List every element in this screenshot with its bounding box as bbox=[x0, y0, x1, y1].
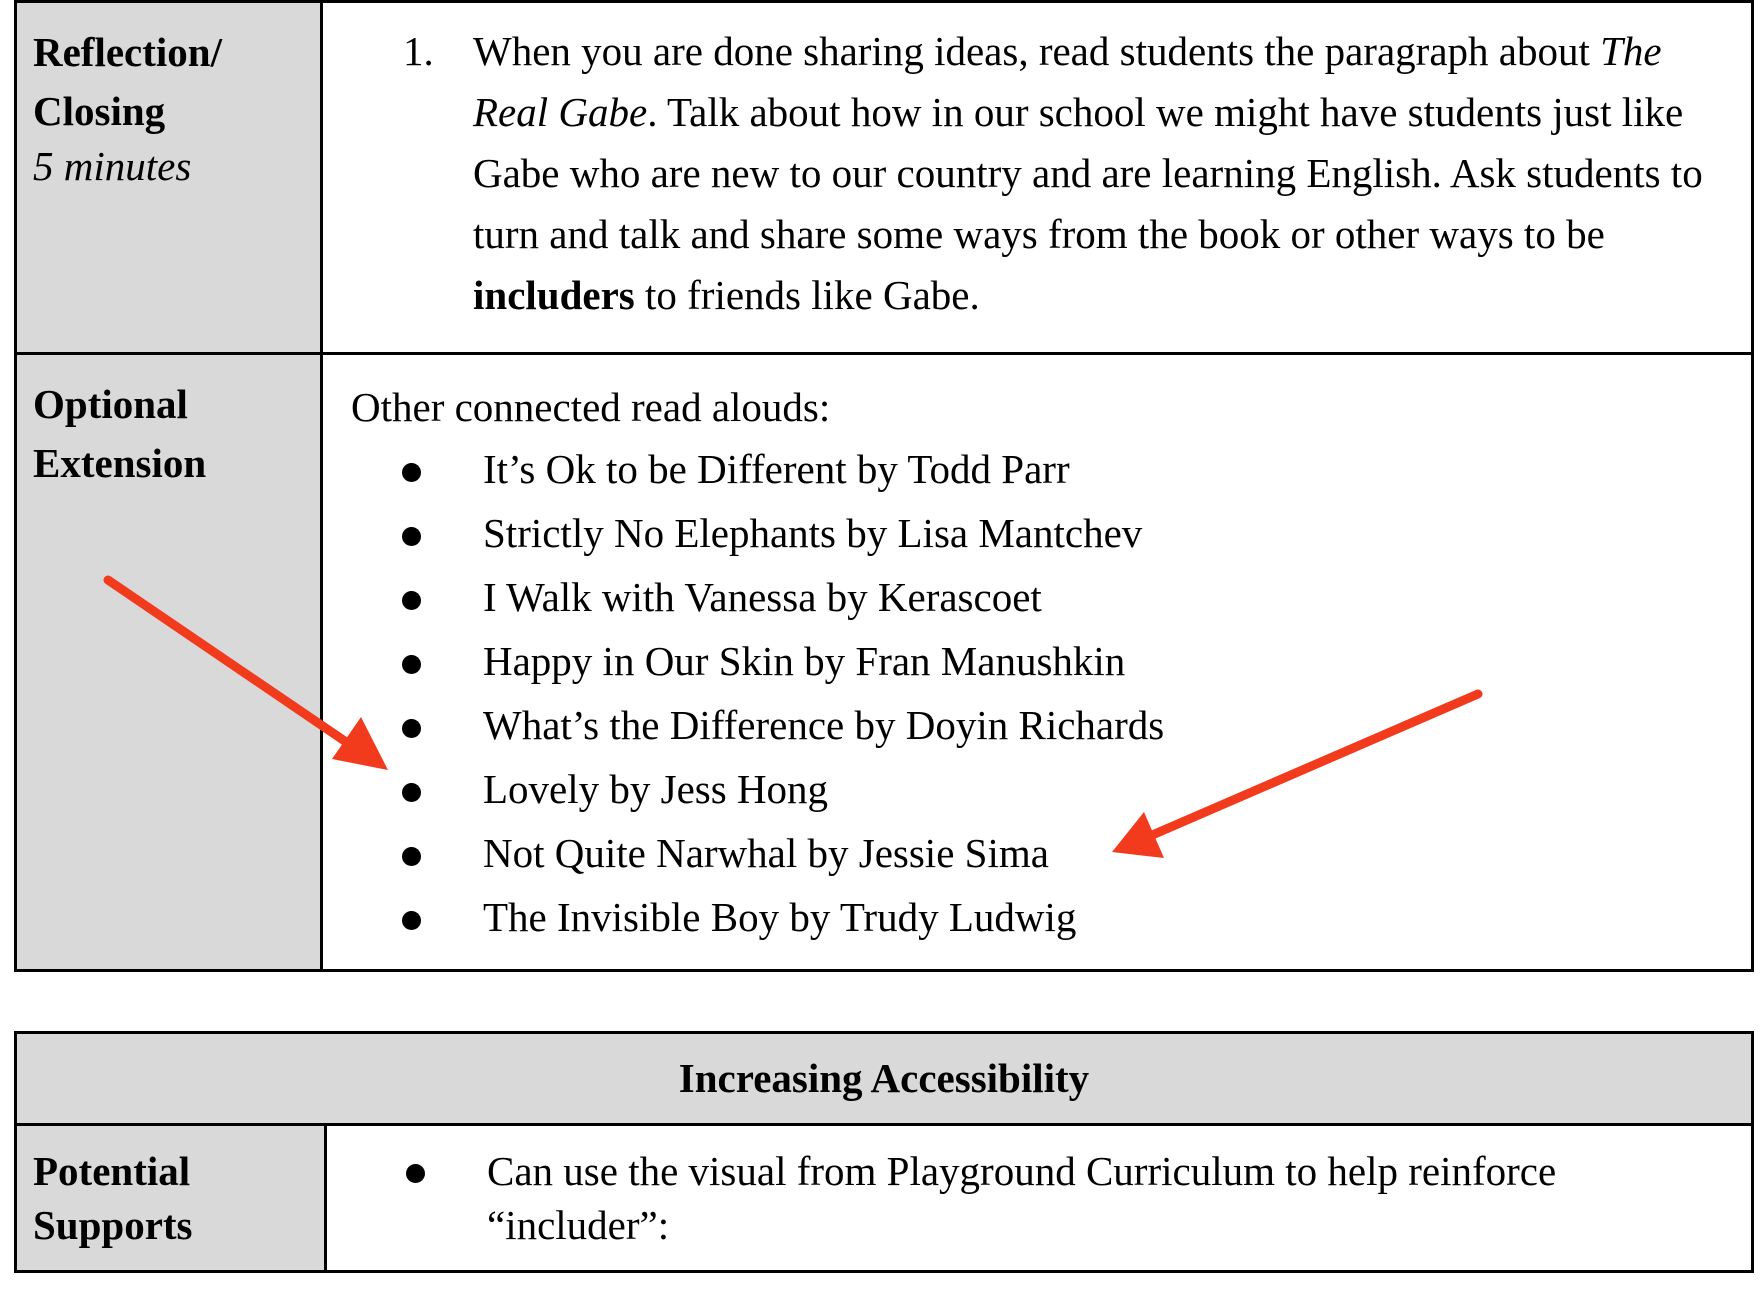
book-title: The Invisible Boy by Trudy Ludwig bbox=[483, 894, 1077, 940]
book-title: Strictly No Elephants by Lisa Mantchev bbox=[483, 510, 1143, 556]
potential-label: Potential bbox=[33, 1148, 191, 1194]
optional-label: Optional bbox=[33, 381, 188, 427]
paragraph-text-end: to friends like Gabe. bbox=[634, 272, 980, 318]
closing-label: Closing bbox=[33, 88, 166, 134]
book-title: Lovely by Jess Hong bbox=[483, 766, 829, 812]
duration-label: 5 minutes bbox=[33, 143, 192, 189]
right-arrow-icon bbox=[1112, 694, 1478, 858]
book-title-italic: The Real Gabe bbox=[473, 28, 1662, 135]
paragraph-text-start: When you are done sharing ideas, read students the paragraph about bbox=[473, 28, 1601, 74]
book-title: It’s Ok to be Different by Todd Parr bbox=[483, 446, 1070, 492]
extension-label: Extension bbox=[33, 440, 207, 486]
includers-bold: includers bbox=[473, 272, 635, 318]
accessibility-header: Increasing Accessibility bbox=[678, 1055, 1090, 1101]
book-title: Not Quite Narwhal by Jessie Sima bbox=[483, 830, 1049, 876]
read-alouds-intro: Other connected read alouds: bbox=[351, 384, 831, 430]
supports-label: Supports bbox=[33, 1202, 193, 1248]
reflection-label: Reflection/ bbox=[33, 29, 222, 75]
paragraph-text-middle: . Talk about how in our school we might have students just like Gabe who are new to our country and are learning English. Ask students to turn and talk and share some ways from the book or other ways to be bbox=[473, 89, 1703, 257]
book-title: What’s the Difference by Doyin Richards bbox=[483, 702, 1165, 748]
book-title: Happy in Our Skin by Fran Manushkin bbox=[483, 638, 1126, 684]
item-number: 1. bbox=[403, 28, 434, 74]
book-title: I Walk with Vanessa by Kerascoet bbox=[483, 574, 1042, 620]
left-arrow-icon bbox=[108, 580, 388, 770]
support-text: Can use the visual from Playground Curriculum to help reinforce “includer”: bbox=[487, 1148, 1557, 1248]
